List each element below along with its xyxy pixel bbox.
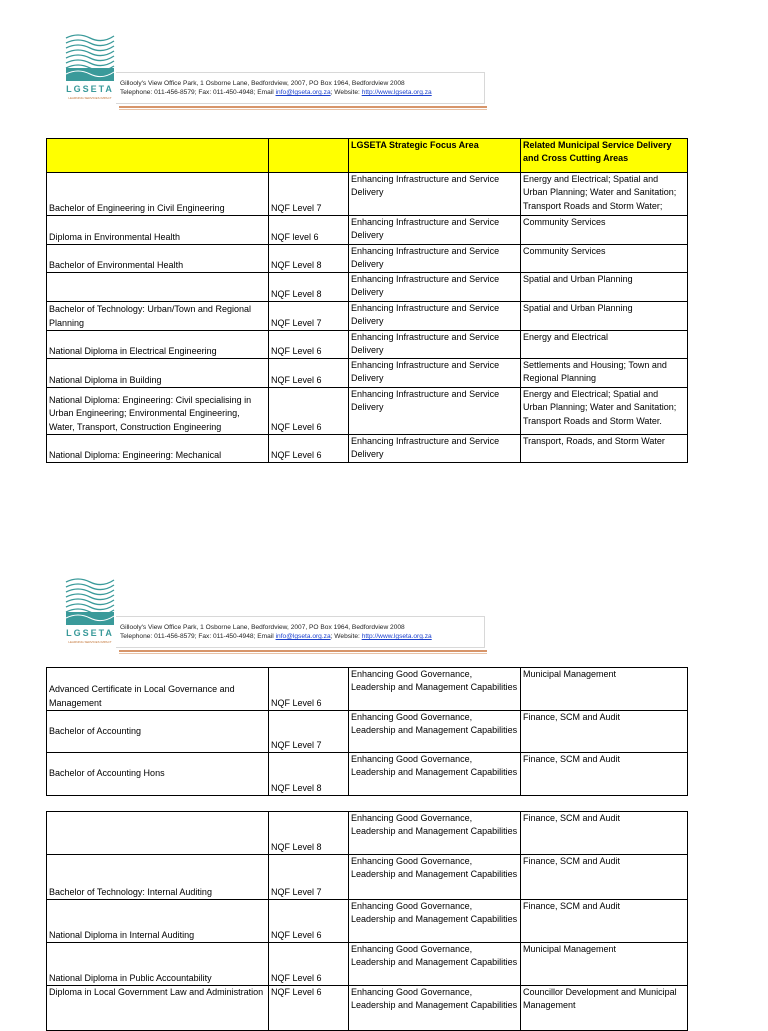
- qualification-cell: [47, 273, 269, 302]
- divider-rule: [119, 650, 487, 652]
- header-cell-qualification: [47, 139, 269, 173]
- focus-area-cell: Enhancing Good Governance, Leadership and Management Capabilities: [349, 943, 521, 986]
- related-area-cell: Municipal Management: [521, 668, 688, 711]
- qualification-cell: Bachelor of Accounting: [47, 711, 269, 753]
- divider-rule-light: [119, 653, 487, 654]
- contact-line: [120, 633, 432, 640]
- related-area-cell: Municipal Management: [521, 943, 688, 986]
- website-prefix: ; Website:: [330, 89, 360, 96]
- nqf-level-cell: NQF Level 6: [269, 435, 349, 463]
- related-area-cell: Energy and Electrical; Spatial and Urban Planning; Water and Sanitation; Transport Roads and Storm Water.: [521, 388, 688, 435]
- table-row: [47, 173, 688, 216]
- header-cell-level: [269, 139, 349, 173]
- qualification-cell: National Diploma in Public Accountability: [47, 943, 269, 986]
- nqf-level-cell: NQF Level 7: [269, 173, 349, 216]
- nqf-level-cell: NQF Level 7: [269, 302, 349, 331]
- table-row: [47, 388, 688, 435]
- focus-area-cell: Enhancing Infrastructure and Service Delivery: [349, 245, 521, 273]
- website-link[interactable]: http://www.lgseta.org.za: [361, 89, 432, 96]
- related-area-cell: Spatial and Urban Planning: [521, 273, 688, 302]
- nqf-level-cell: NQF Level 6: [269, 668, 349, 711]
- focus-area-cell: Enhancing Good Governance, Leadership and Management Capabilities: [349, 711, 521, 753]
- website-link[interactable]: http://www.lgseta.org.za: [361, 633, 432, 640]
- address-line: Gillooly's View Office Park, 1 Osborne Lane, Bedfordview, 2007, PO Box 1964, Bedfordview 2008: [120, 80, 405, 87]
- table-row: [47, 273, 688, 302]
- related-area-cell: Energy and Electrical: [521, 331, 688, 359]
- qualification-cell: [47, 812, 269, 855]
- nqf-level-cell: NQF level 6: [269, 216, 349, 245]
- letterhead: [64, 28, 484, 108]
- focus-area-cell: Enhancing Infrastructure and Service Delivery: [349, 173, 521, 216]
- focus-area-cell: Enhancing Good Governance, Leadership and Management Capabilities: [349, 986, 521, 1031]
- table-row: [47, 245, 688, 273]
- contact-prefix: Telephone: 011-456-8579; Fax: 011-450-4948; Email: [120, 633, 274, 640]
- focus-area-cell: Enhancing Infrastructure and Service Delivery: [349, 435, 521, 463]
- table-header-row: [47, 139, 688, 173]
- table-row: [47, 302, 688, 331]
- qualification-cell: Diploma in Environmental Health: [47, 216, 269, 245]
- nqf-level-cell: NQF Level 8: [269, 753, 349, 796]
- related-area-cell: Finance, SCM and Audit: [521, 855, 688, 900]
- nqf-level-cell: NQF Level 7: [269, 711, 349, 753]
- related-area-cell: Councillor Development and Municipal Management: [521, 986, 688, 1031]
- address-box: [116, 72, 485, 104]
- related-area-cell: Community Services: [521, 216, 688, 245]
- nqf-level-cell: NQF Level 6: [269, 986, 349, 1031]
- email-link[interactable]: info@lgseta.org.za: [275, 89, 331, 96]
- nqf-level-cell: NQF Level 8: [269, 273, 349, 302]
- contact-prefix: Telephone: 011-456-8579; Fax: 011-450-4948; Email: [120, 89, 274, 96]
- qualification-cell: National Diploma in Electrical Engineering: [47, 331, 269, 359]
- nqf-level-cell: NQF Level 6: [269, 388, 349, 435]
- focus-area-cell: Enhancing Good Governance, Leadership and Management Capabilities: [349, 812, 521, 855]
- table-row: [47, 812, 688, 855]
- focus-area-cell: Enhancing Infrastructure and Service Delivery: [349, 359, 521, 388]
- table-row: [47, 359, 688, 388]
- focus-area-cell: Enhancing Good Governance, Leadership and Management Capabilities: [349, 900, 521, 943]
- header-cell-related-area: Related Municipal Service Delivery and Cross Cutting Areas: [521, 139, 688, 173]
- related-area-cell: Community Services: [521, 245, 688, 273]
- nqf-level-cell: NQF Level 8: [269, 812, 349, 855]
- focus-area-cell: Enhancing Infrastructure and Service Delivery: [349, 388, 521, 435]
- table-row: [47, 711, 688, 753]
- table-row: [47, 855, 688, 900]
- qualifications-table-infrastructure: [46, 138, 688, 463]
- related-area-cell: Finance, SCM and Audit: [521, 711, 688, 753]
- address-box: [116, 616, 485, 648]
- qualification-cell: National Diploma in Internal Auditing: [47, 900, 269, 943]
- contact-line: [120, 89, 432, 96]
- nqf-level-cell: NQF Level 6: [269, 943, 349, 986]
- table-row: [47, 943, 688, 986]
- nqf-level-cell: NQF Level 6: [269, 900, 349, 943]
- qualification-cell: Advanced Certificate in Local Governance and Management: [47, 668, 269, 711]
- qualifications-table-governance-2: [46, 811, 688, 1031]
- qualification-cell: Bachelor of Engineering in Civil Engineering: [47, 173, 269, 216]
- nqf-level-cell: NQF Level 7: [269, 855, 349, 900]
- divider-rule: [119, 106, 487, 108]
- focus-area-cell: Enhancing Good Governance, Leadership and Management Capabilities: [349, 668, 521, 711]
- focus-area-cell: Enhancing Good Governance, Leadership and Management Capabilities: [349, 855, 521, 900]
- related-area-cell: Settlements and Housing; Town and Regional Planning: [521, 359, 688, 388]
- focus-area-cell: Enhancing Infrastructure and Service Delivery: [349, 273, 521, 302]
- qualification-cell: National Diploma in Building: [47, 359, 269, 388]
- nqf-level-cell: NQF Level 8: [269, 245, 349, 273]
- qualifications-table-governance-1: [46, 667, 688, 796]
- header-cell-focus-area: LGSETA Strategic Focus Area: [349, 139, 521, 173]
- table-row: [47, 753, 688, 796]
- qualification-cell: Bachelor of Technology: Urban/Town and Regional Planning: [47, 302, 269, 331]
- qualification-cell: Bachelor of Accounting Hons: [47, 753, 269, 796]
- related-area-cell: Finance, SCM and Audit: [521, 900, 688, 943]
- related-area-cell: Finance, SCM and Audit: [521, 812, 688, 855]
- related-area-cell: Spatial and Urban Planning: [521, 302, 688, 331]
- nqf-level-cell: NQF Level 6: [269, 359, 349, 388]
- related-area-cell: Finance, SCM and Audit: [521, 753, 688, 796]
- qualification-cell: Bachelor of Technology: Internal Auditing: [47, 855, 269, 900]
- qualification-cell: Bachelor of Environmental Health: [47, 245, 269, 273]
- logo-tagline: LEARNING SERVICES IMPACT: [68, 96, 112, 100]
- related-area-cell: Energy and Electrical; Spatial and Urban Planning; Water and Sanitation; Transport Roads and Storm Water;: [521, 173, 688, 216]
- qualification-cell: National Diploma: Engineering: Civil specialising in Urban Engineering; Environmental Engineering, Water, Transport, Construction Engineering: [47, 388, 269, 435]
- table-row: [47, 668, 688, 711]
- focus-area-cell: Enhancing Infrastructure and Service Delivery: [349, 302, 521, 331]
- qualification-cell: Diploma in Local Government Law and Administration: [47, 986, 269, 1031]
- website-prefix: ; Website:: [330, 633, 360, 640]
- qualification-cell: National Diploma: Engineering: Mechanical: [47, 435, 269, 463]
- address-line: Gillooly's View Office Park, 1 Osborne Lane, Bedfordview, 2007, PO Box 1964, Bedfordview 2008: [120, 624, 405, 631]
- focus-area-cell: Enhancing Infrastructure and Service Delivery: [349, 216, 521, 245]
- table-row: [47, 435, 688, 463]
- nqf-level-cell: NQF Level 6: [269, 331, 349, 359]
- focus-area-cell: Enhancing Good Governance, Leadership and Management Capabilities: [349, 753, 521, 796]
- related-area-cell: Transport, Roads, and Storm Water: [521, 435, 688, 463]
- table-row: [47, 331, 688, 359]
- divider-rule-light: [119, 109, 487, 110]
- logo-wordmark: LGSETA: [66, 84, 114, 94]
- letterhead: [64, 572, 484, 652]
- focus-area-cell: Enhancing Infrastructure and Service Delivery: [349, 331, 521, 359]
- logo-tagline: LEARNING SERVICES IMPACT: [68, 640, 112, 644]
- table-row: [47, 216, 688, 245]
- logo-wordmark: LGSETA: [66, 628, 114, 638]
- table-row: [47, 900, 688, 943]
- email-link[interactable]: info@lgseta.org.za: [275, 633, 331, 640]
